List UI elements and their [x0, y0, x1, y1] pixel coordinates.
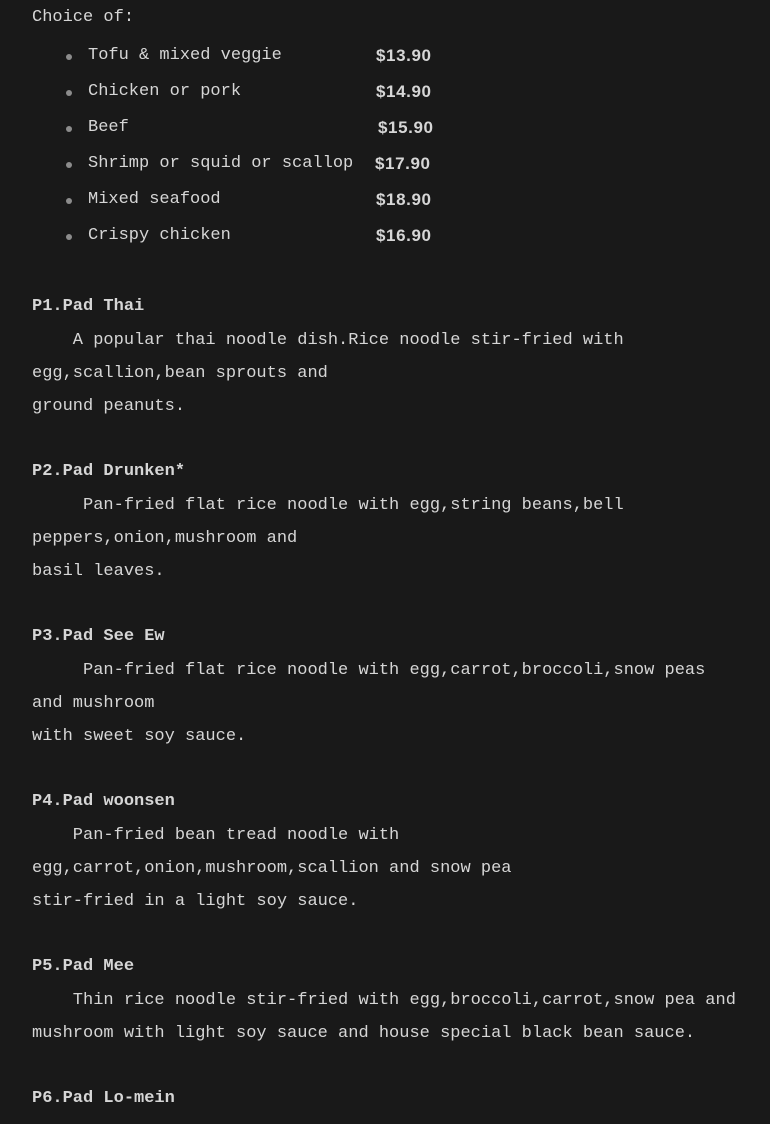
choice-item [32, 74, 492, 110]
bullet-icon [66, 198, 72, 204]
dish-p4 [32, 792, 752, 918]
dish-title: P3.Pad See Ew [32, 627, 165, 646]
choice-item [32, 218, 492, 254]
choice-name: Tofu & mixed veggie [88, 46, 282, 65]
choice-item [32, 110, 492, 146]
dish-p2 [32, 462, 752, 588]
choice-price: $16.90 [376, 226, 432, 245]
bullet-icon [66, 234, 72, 240]
dish-p6 [32, 1089, 752, 1116]
choice-item [32, 38, 492, 74]
choice-name: Mixed seafood [88, 190, 221, 209]
choice-price: $17.90 [375, 154, 431, 173]
choice-name: Crispy chicken [88, 226, 231, 245]
bullet-icon [66, 162, 72, 168]
dish-title: P4.Pad woonsen [32, 792, 175, 811]
choice-name: Beef [88, 118, 129, 137]
bullet-icon [66, 90, 72, 96]
choice-price: $14.90 [376, 82, 432, 101]
dish-description: A popular thai noodle dish.Rice noodle stir-fried with egg,scallion,bean sprouts and ground peanuts. [32, 331, 624, 416]
dish-title: P5.Pad Mee [32, 957, 135, 976]
choice-name: Shrimp or squid or scallop [88, 154, 354, 173]
choice-price: $15.90 [378, 118, 434, 137]
choice-label: Choice of: [32, 8, 135, 27]
choice-item [32, 146, 492, 182]
choice-price: $13.90 [376, 46, 432, 65]
bullet-icon [66, 126, 72, 132]
dish-description: Thin rice noodle stir-fried with egg,broccoli,carrot,snow pea and mushroom with light soy sauce and house special black bean sauce. [32, 991, 736, 1043]
dish-p3 [32, 627, 752, 753]
dish-title: P2.Pad Drunken* [32, 462, 186, 481]
dish-title: P1.Pad Thai [32, 297, 145, 316]
dish-description: Pan-fried flat rice noodle with egg,string beans,bell peppers,onion,mushroom and basil leaves. [32, 496, 624, 581]
choice-price: $18.90 [376, 190, 432, 209]
dish-p1 [32, 297, 752, 423]
dish-title: P6.Pad Lo-mein [32, 1089, 175, 1108]
choice-list [32, 38, 492, 254]
dish-description: Pan-fried bean tread noodle with egg,carrot,onion,mushroom,scallion and snow pea stir-fried in a light soy sauce. [32, 826, 512, 911]
dish-description: Pan-fried flat rice noodle with egg,carrot,broccoli,snow peas and mushroom with sweet soy sauce. [32, 661, 706, 746]
bullet-icon [66, 54, 72, 60]
choice-item [32, 182, 492, 218]
choice-name: Chicken or pork [88, 82, 242, 101]
dish-p5 [32, 957, 752, 1050]
